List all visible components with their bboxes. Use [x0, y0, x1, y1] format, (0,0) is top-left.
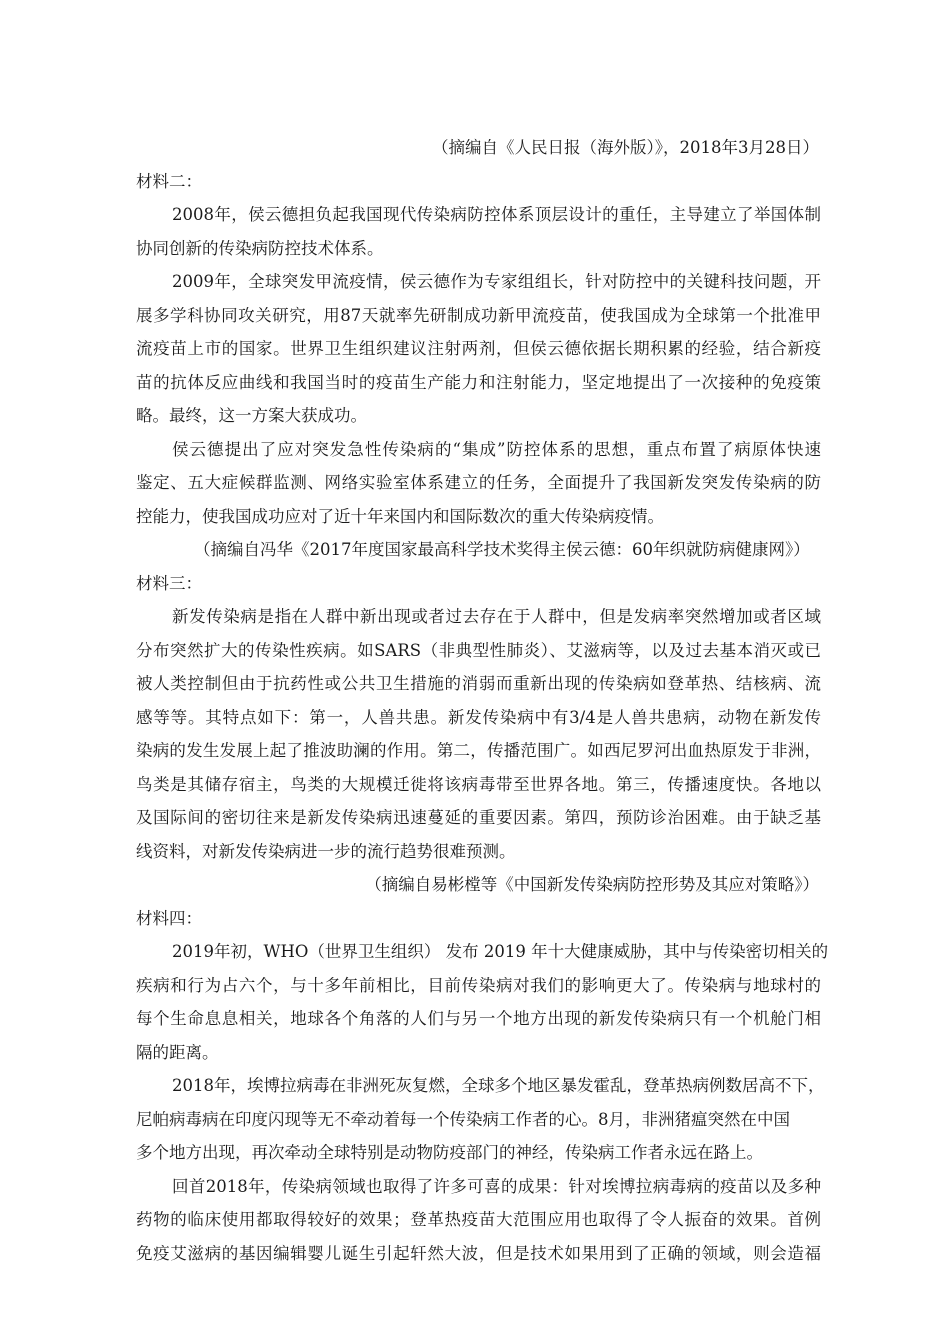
material-2-heading: 材料二： [136, 171, 202, 191]
text-line: 被人类控制但由于抗药性或公共卫生措施的消弱而重新出现的传染病如登革热、结核病、流 [136, 674, 821, 693]
text-line: 每个生命息息相关，地球各个角落的人们与另一个地方出现的新发传染病只有一个机舱门相 [136, 1009, 821, 1028]
text-line: 2018年，埃博拉病毒在非洲死灰复燃，全球多个地区暴发霍乱，登革热病例数居高不下， [172, 1076, 825, 1095]
text-line: 侯云德提出了应对突发急性传染病的“集成”防控体系的思想，重点布置了病原体快速 [172, 439, 821, 459]
text-line: 2019年初，WHO（世界卫生组织） 发布 2019 年十大健康威胁，其中与传染密切相关的 [172, 942, 829, 961]
text-line: 免疫艾滋病的基因编辑婴儿诞生引起轩然大波，但是技术如果用到了正确的领域，则会造福 [136, 1243, 821, 1263]
text-line: 及国际间的密切往来是新发传染病迅速蔓延的重要因素。第四，预防诊治困难。由于缺乏基 [136, 808, 821, 827]
text-line: 控能力，使我国成功应对了近十年来国内和国际数次的重大传染病疫情。 [136, 506, 664, 526]
material-4-paragraph-1 [136, 935, 829, 1069]
document-page [136, 131, 829, 1270]
material-4-heading: 材料四： [136, 908, 202, 928]
material-3-heading: 材料三： [136, 573, 202, 593]
text-line: 展多学科协同攻关研究，用87天就率先研制成功新甲流疫苗，使我国成为全球第一个批准甲 [136, 305, 821, 325]
text-line: 流疫苗上市的国家。世界卫生组织建议注射两剂，但侯云德依据长期积累的经验，结合新疫 [136, 339, 821, 358]
text-line: 鸟类是其储存宿主，鸟类的大规模迁徙将该病毒带至世界各地。第三，传播速度快。各地以 [136, 774, 821, 794]
text-line: 略。最终，这一方案大获成功。 [136, 406, 367, 425]
material-2-paragraph-3 [136, 433, 821, 534]
text-line: 鉴定、五大症候群监测、网络实验室体系建立的任务，全面提升了我国新发突发传染病的防 [136, 473, 821, 492]
text-line: 分布突然扩大的传染性疾病。如SARS（非典型性肺炎）、艾滋病等，以及过去基本消灭或已 [136, 640, 821, 660]
text-line: 回首2018年，传染病领域也取得了许多可喜的成果：针对埃博拉病毒病的疫苗以及多种 [172, 1176, 821, 1196]
text-line: 线资料，对新发传染病进一步的流行趋势很难预测。 [136, 841, 516, 861]
text-line: 苗的抗体反应曲线和我国当时的疫苗生产能力和注射能力，坚定地提出了一次接种的免疫策 [136, 372, 821, 392]
text-line: 2009年，全球突发甲流疫情，侯云德作为专家组组长，针对防控中的关键科技问题，开 [172, 272, 821, 291]
text-line: 隔的距离。 [136, 1042, 219, 1062]
text-line: 感等等。其特点如下：第一，人兽共患。新发传染病中有3/4是人兽共患病，动物在新发传 [136, 707, 821, 727]
text-line: 多个地方出现，再次牵动全球特别是动物防疫部门的神经，传染病工作者永远在路上。 [136, 1143, 763, 1162]
text-line: 协同创新的传染病防控技术体系。 [136, 238, 384, 258]
text-line: 2008年，侯云德担负起我国现代传染病防控体系顶层设计的重任，主导建立了举国体制 [172, 205, 821, 224]
material-2-paragraph-2 [136, 265, 821, 433]
text-line: 新发传染病是指在人群中新出现或者过去存在于人群中，但是发病率突然增加或者区域 [172, 607, 821, 626]
material-3-paragraph-1 [136, 600, 821, 868]
source-citation-2: （摘编自冯华《2017年度国家最高科学技术奖得主侯云德：60年织就防病健康网》） [194, 540, 810, 559]
material-2-paragraph-1 [136, 198, 821, 265]
text-line: 疾病和行为占六个，与十多年前相比，目前传染病对我们的影响更大了。传染病与地球村的 [136, 975, 821, 995]
text-line: 染病的发生发展上起了推波助澜的作用。第二，传播范围广。如西尼罗河出血热原发于非洲， [136, 741, 821, 760]
source-citation-1: （摘编自《人民日报（海外版）》，2018年3月28日） [432, 138, 819, 157]
text-line: 尼帕病毒病在印度闪现等无不牵动着每一个传染病工作者的心。8月，非洲猪瘟突然在中国 [136, 1109, 790, 1129]
text-line: 药物的临床使用都取得较好的效果；登革热疫苗大范围应用也取得了令人振奋的效果。首例 [136, 1210, 821, 1229]
material-4-paragraph-2 [136, 1069, 825, 1170]
source-citation-3: （摘编自易彬樘等《中国新发传染病防控形势及其应对策略》） [365, 875, 819, 894]
material-4-paragraph-3 [136, 1170, 821, 1271]
